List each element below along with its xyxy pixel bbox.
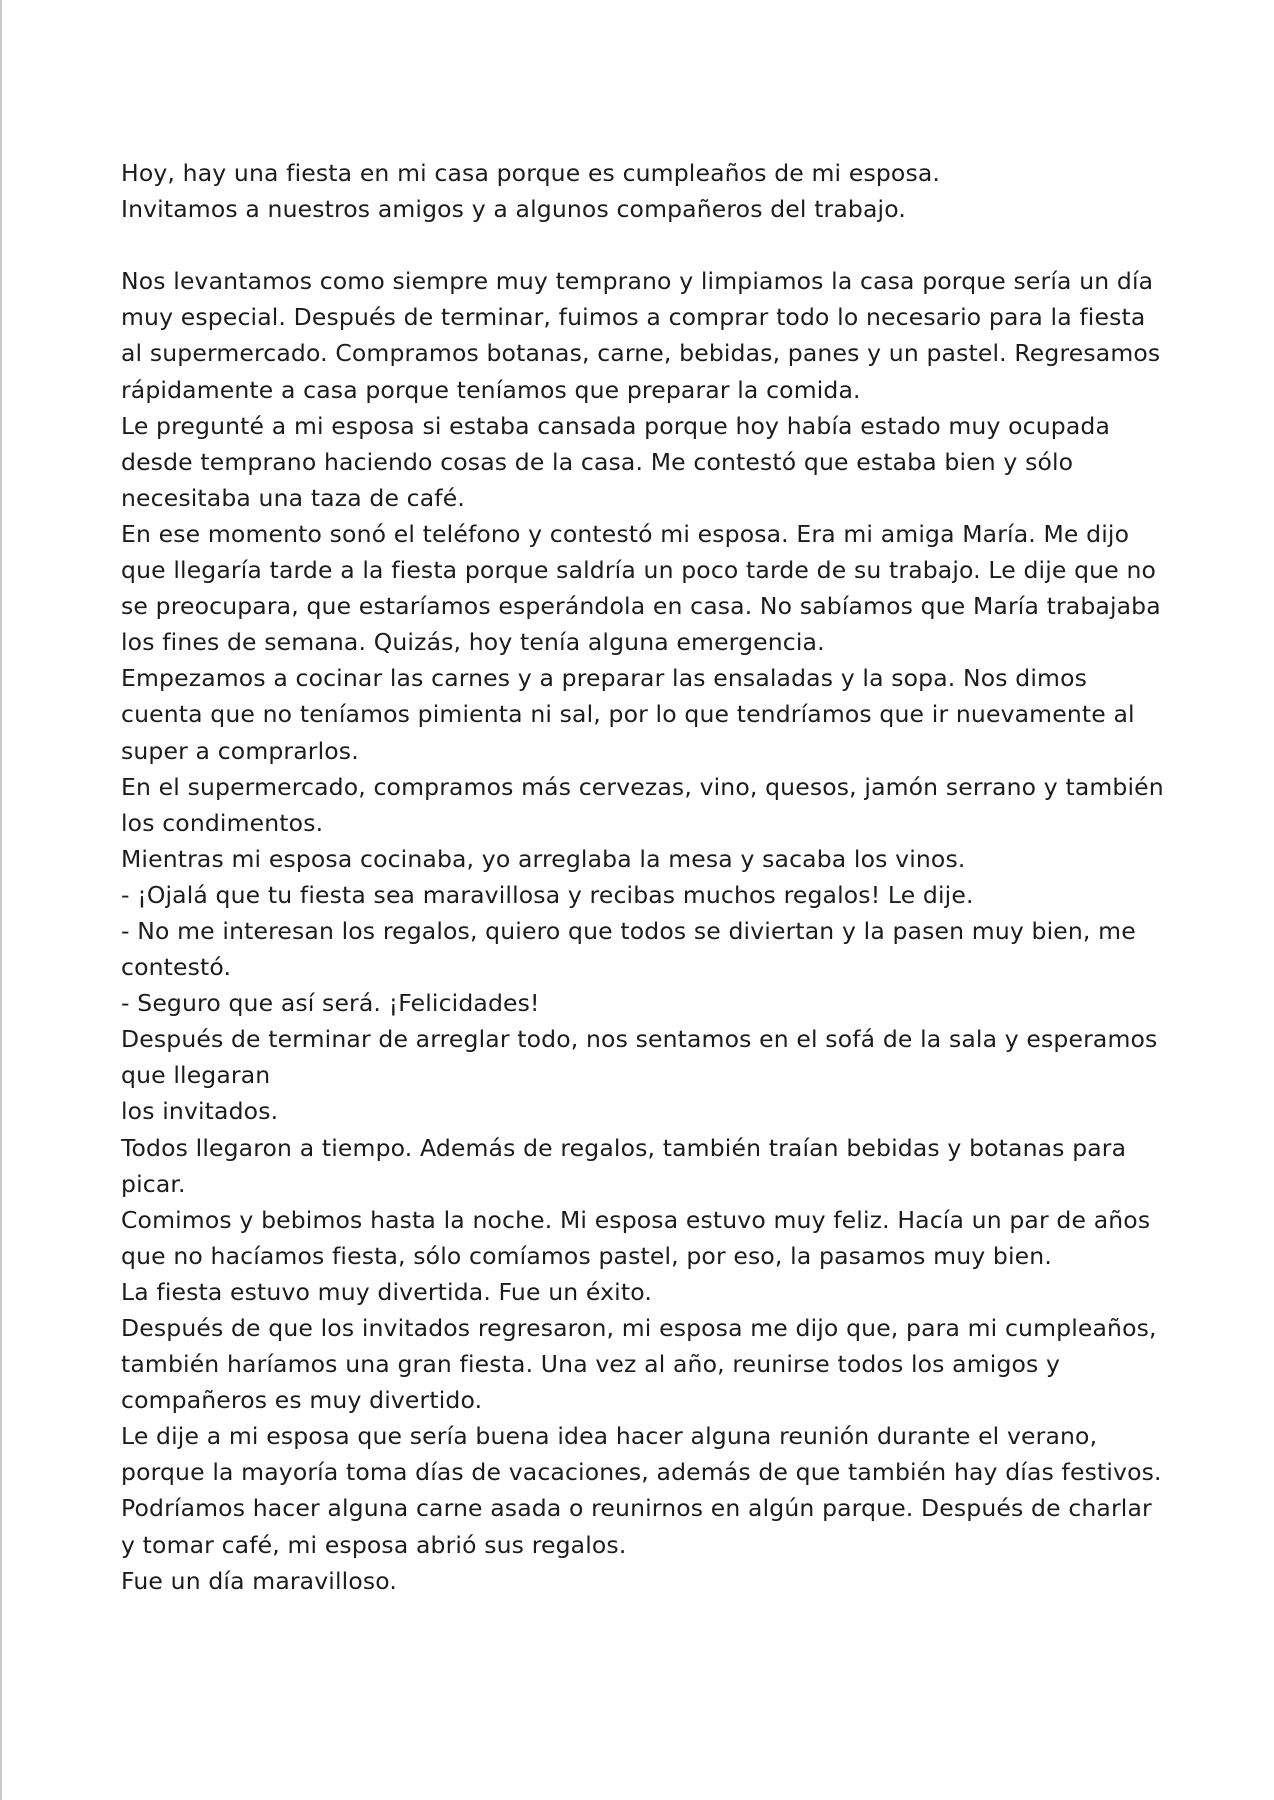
text-line: se preocupara, que estaríamos esperándola en casa. No sabíamos que María trabajaba bbox=[121, 592, 1161, 621]
text-line: porque la mayoría toma días de vacaciones, además de que también hay días festivos. bbox=[121, 1458, 1162, 1487]
text-line: rápidamente a casa porque teníamos que preparar la comida. bbox=[121, 375, 861, 404]
text-line: cuenta que no teníamos pimienta ni sal, por lo que tendríamos que ir nuevamente al bbox=[121, 700, 1135, 729]
text-line: - No me interesan los regalos, quiero que todos se diviertan y la pasen muy bien, me bbox=[121, 916, 1136, 945]
text-line: En ese momento sonó el teléfono y contestó mi esposa. Era mi amiga María. Me dijo bbox=[121, 519, 1130, 548]
text-line: los fines de semana. Quizás, hoy tenía alguna emergencia. bbox=[121, 628, 825, 657]
text-line: Nos levantamos como siempre muy temprano y limpiamos la casa porque sería un día bbox=[121, 267, 1154, 296]
text-line: Después de que los invitados regresaron, mi esposa me dijo que, para mi cumpleaños, bbox=[121, 1314, 1157, 1342]
document-text bbox=[121, 155, 1176, 1599]
text-line: los condimentos. bbox=[121, 808, 324, 837]
text-line: picar. bbox=[121, 1169, 186, 1198]
text-line: también haríamos una gran fiesta. Una vez al año, reunirse todos los amigos y bbox=[121, 1350, 1061, 1379]
text-line: Mientras mi esposa cocinaba, yo arreglaba la mesa y sacaba los vinos. bbox=[121, 844, 966, 873]
text-line: super a comprarlos. bbox=[121, 736, 359, 765]
text-line: - Seguro que así será. ¡Felicidades! bbox=[121, 989, 540, 1018]
text-line: que llegaría tarde a la fiesta porque saldría un poco tarde de su trabajo. Le dije que no bbox=[121, 556, 1157, 585]
text-line: compañeros es muy divertido. bbox=[121, 1386, 483, 1415]
text-line: que no hacíamos fiesta, sólo comíamos pastel, por eso, la pasamos muy bien. bbox=[121, 1241, 1052, 1270]
text-line: Comimos y bebimos hasta la noche. Mi esposa estuvo muy feliz. Hacía un par de años bbox=[121, 1205, 1151, 1234]
text-line: y tomar café, mi esposa abrió sus regalos. bbox=[121, 1530, 627, 1559]
text-line: al supermercado. Compramos botanas, carne, bebidas, panes y un pastel. Regresamos bbox=[121, 339, 1161, 368]
text-line: desde temprano haciendo cosas de la casa. Me contestó que estaba bien y sólo bbox=[121, 447, 1074, 476]
text-line: Le dije a mi esposa que sería buena idea hacer alguna reunión durante el verano, bbox=[121, 1422, 1098, 1451]
paragraph-gap bbox=[121, 227, 1176, 263]
text-line: Le pregunté a mi esposa si estaba cansada porque hoy había estado muy ocupada bbox=[121, 411, 1111, 440]
text-line: En el supermercado, compramos más cervezas, vino, quesos, jamón serrano y también bbox=[121, 772, 1164, 801]
text-line: Empezamos a cocinar las carnes y a preparar las ensaladas y la sopa. Nos dimos bbox=[121, 664, 1088, 693]
text-line: Todos llegaron a tiempo. Además de regalos, también traían bebidas y botanas para bbox=[121, 1133, 1127, 1162]
text-line: Hoy, hay una fiesta en mi casa porque es cumpleaños de mi esposa. bbox=[121, 159, 941, 187]
text-line: Después de terminar de arreglar todo, nos sentamos en el sofá de la sala y esperamos bbox=[121, 1025, 1158, 1054]
text-line: contestó. bbox=[121, 953, 232, 982]
text-line: La fiesta estuvo muy divertida. Fue un éxito. bbox=[121, 1277, 652, 1306]
text-line: muy especial. Después de terminar, fuimos a comprar todo lo necesario para la fiesta bbox=[121, 303, 1146, 332]
text-line: Podríamos hacer alguna carne asada o reunirnos en algún parque. Después de charlar bbox=[121, 1494, 1152, 1523]
text-line: necesitaba una taza de café. bbox=[121, 483, 465, 512]
text-line: los invitados. bbox=[121, 1097, 279, 1126]
text-line: Invitamos a nuestros amigos y a algunos compañeros del trabajo. bbox=[121, 195, 906, 224]
text-line: Fue un día maravilloso. bbox=[121, 1566, 397, 1595]
document-page bbox=[2, 0, 1274, 1800]
text-line: que llegaran bbox=[121, 1061, 271, 1090]
text-line: - ¡Ojalá que tu fiesta sea maravillosa y recibas muchos regalos! Le dije. bbox=[121, 880, 974, 909]
